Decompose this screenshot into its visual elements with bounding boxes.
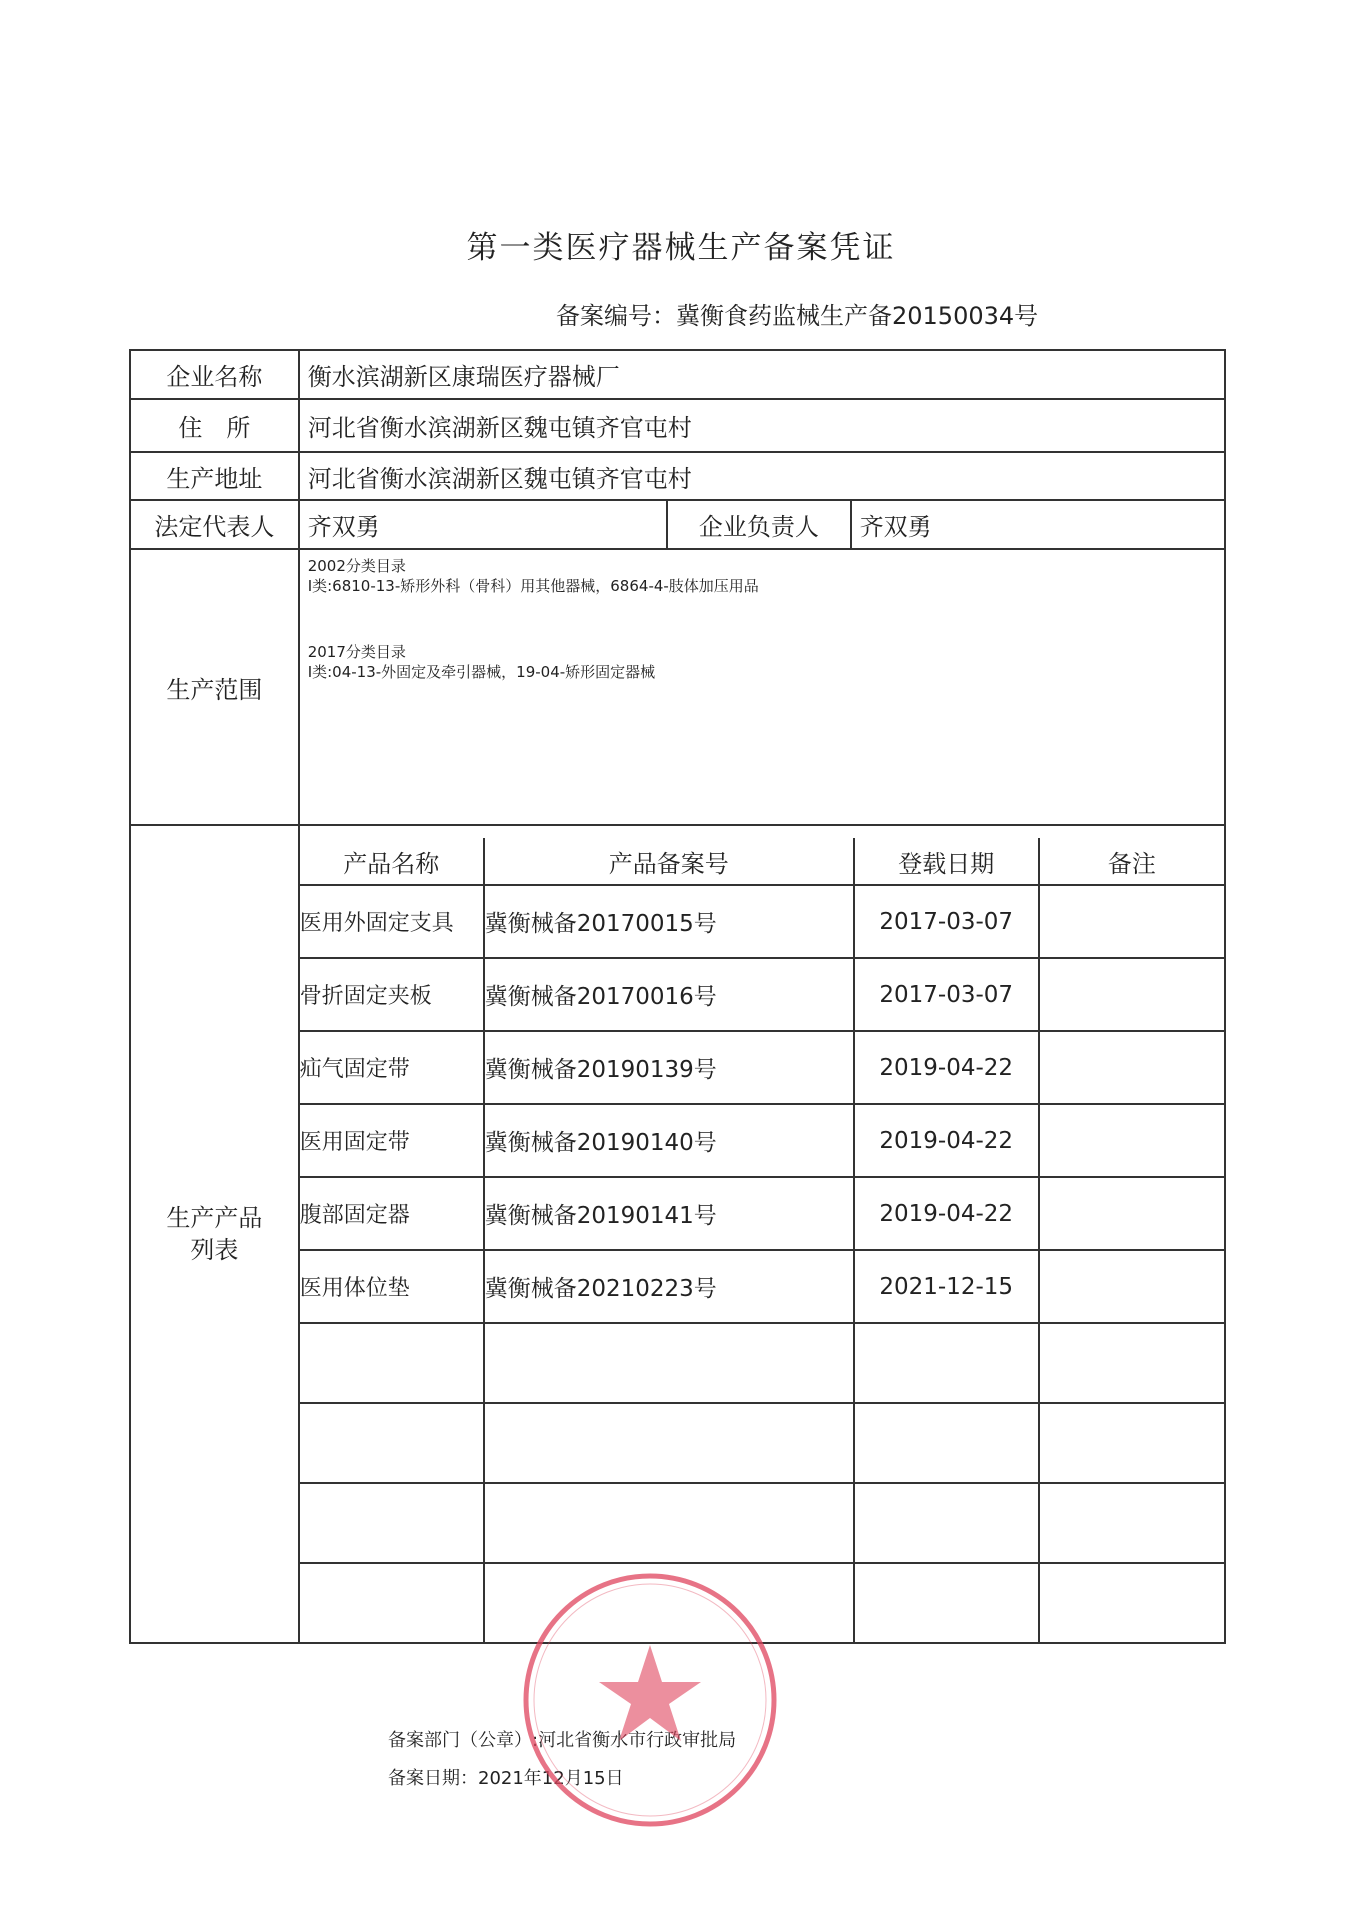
empty-row bbox=[300, 1403, 1224, 1483]
product-note bbox=[1039, 958, 1224, 1031]
header-note: 备注 bbox=[1039, 838, 1224, 885]
production-address: 河北省衡水滨湖新区魏屯镇齐官屯村 bbox=[299, 452, 1225, 500]
product-date bbox=[854, 1563, 1039, 1642]
product-name: 骨折固定夹板 bbox=[300, 958, 484, 1031]
product-date: 2019-04-22 bbox=[854, 1104, 1039, 1177]
responsible: 齐双勇 bbox=[851, 500, 1225, 549]
catalog-2002-text: I类:6810-13-矫形外科（骨科）用其他器械，6864-4-肢体加压用品 bbox=[307, 577, 759, 595]
product-note bbox=[1039, 1483, 1224, 1563]
product-note bbox=[1039, 885, 1224, 958]
official-seal bbox=[520, 1570, 780, 1830]
product-header-row bbox=[300, 838, 1224, 885]
header-product-name: 产品名称 bbox=[300, 838, 484, 885]
product-row bbox=[300, 958, 1224, 1031]
seal-star-icon bbox=[599, 1645, 701, 1741]
address: 河北省衡水滨湖新区魏屯镇齐官屯村 bbox=[299, 399, 1225, 452]
footer-department: 备案部门（公章）:河北省衡水市行政审批局 bbox=[388, 1730, 737, 1751]
document-title: 第一类医疗器械生产备案凭证 bbox=[466, 230, 896, 266]
company-name: 衡水滨湖新区康瑞医疗器械厂 bbox=[299, 350, 1225, 399]
product-number bbox=[484, 1403, 854, 1483]
product-number bbox=[484, 1483, 854, 1563]
product-row bbox=[300, 885, 1224, 958]
catalog-2017-title: 2017分类目录 bbox=[307, 643, 406, 661]
address-label: 住 所 bbox=[130, 399, 299, 452]
product-name bbox=[300, 1323, 484, 1403]
empty-row bbox=[300, 1483, 1224, 1563]
product-row bbox=[300, 1104, 1224, 1177]
product-name: 医用外固定支具 bbox=[300, 885, 484, 958]
registration-number: 备案编号：冀衡食药监械生产备20150034号 bbox=[556, 302, 1039, 330]
footer-date: 备案日期：2021年12月15日 bbox=[388, 1768, 624, 1789]
product-name: 疝气固定带 bbox=[300, 1031, 484, 1104]
product-date bbox=[854, 1483, 1039, 1563]
product-note bbox=[1039, 1031, 1224, 1104]
product-date bbox=[854, 1323, 1039, 1403]
product-date: 2021-12-15 bbox=[854, 1250, 1039, 1323]
product-note bbox=[1039, 1104, 1224, 1177]
scope-content bbox=[299, 549, 1225, 825]
product-date: 2017-03-07 bbox=[854, 958, 1039, 1031]
product-number: 冀衡械备20170015号 bbox=[484, 885, 854, 958]
products-label-line1: 生产产品 bbox=[166, 1204, 263, 1232]
product-date: 2017-03-07 bbox=[854, 885, 1039, 958]
company-name-label: 企业名称 bbox=[130, 350, 299, 399]
product-name: 医用固定带 bbox=[300, 1104, 484, 1177]
header-date: 登载日期 bbox=[854, 838, 1039, 885]
empty-row bbox=[300, 1323, 1224, 1403]
product-note bbox=[1039, 1250, 1224, 1323]
products-label-line2: 列表 bbox=[190, 1236, 239, 1264]
responsible-label: 企业负责人 bbox=[667, 500, 851, 549]
product-row bbox=[300, 1031, 1224, 1104]
product-number: 冀衡械备20170016号 bbox=[484, 958, 854, 1031]
catalog-2002-title: 2002分类目录 bbox=[307, 557, 406, 575]
product-name bbox=[300, 1403, 484, 1483]
product-note bbox=[1039, 1323, 1224, 1403]
product-row bbox=[300, 1177, 1224, 1250]
product-date: 2019-04-22 bbox=[854, 1031, 1039, 1104]
product-number: 冀衡械备20190140号 bbox=[484, 1104, 854, 1177]
product-note bbox=[1039, 1403, 1224, 1483]
product-note bbox=[1039, 1177, 1224, 1250]
legal-rep-label: 法定代表人 bbox=[130, 500, 299, 549]
product-note bbox=[1039, 1563, 1224, 1642]
product-name bbox=[300, 1563, 484, 1642]
product-name: 医用体位垫 bbox=[300, 1250, 484, 1323]
catalog-2017-text: I类:04-13-外固定及牵引器械，19-04-矫形固定器械 bbox=[307, 663, 656, 681]
product-number: 冀衡械备20190139号 bbox=[484, 1031, 854, 1104]
product-date bbox=[854, 1403, 1039, 1483]
product-number bbox=[484, 1323, 854, 1403]
product-row bbox=[300, 1250, 1224, 1323]
header-product-number: 产品备案号 bbox=[484, 838, 854, 885]
product-list-table bbox=[300, 838, 1224, 1642]
product-date: 2019-04-22 bbox=[854, 1177, 1039, 1250]
products-label bbox=[130, 825, 299, 1643]
product-number: 冀衡械备20190141号 bbox=[484, 1177, 854, 1250]
product-number: 冀衡械备20210223号 bbox=[484, 1250, 854, 1323]
scope-label: 生产范围 bbox=[130, 549, 299, 825]
product-name: 腹部固定器 bbox=[300, 1177, 484, 1250]
legal-rep: 齐双勇 bbox=[299, 500, 667, 549]
product-name bbox=[300, 1483, 484, 1563]
certificate-table bbox=[129, 349, 1226, 1644]
production-address-label: 生产地址 bbox=[130, 452, 299, 500]
